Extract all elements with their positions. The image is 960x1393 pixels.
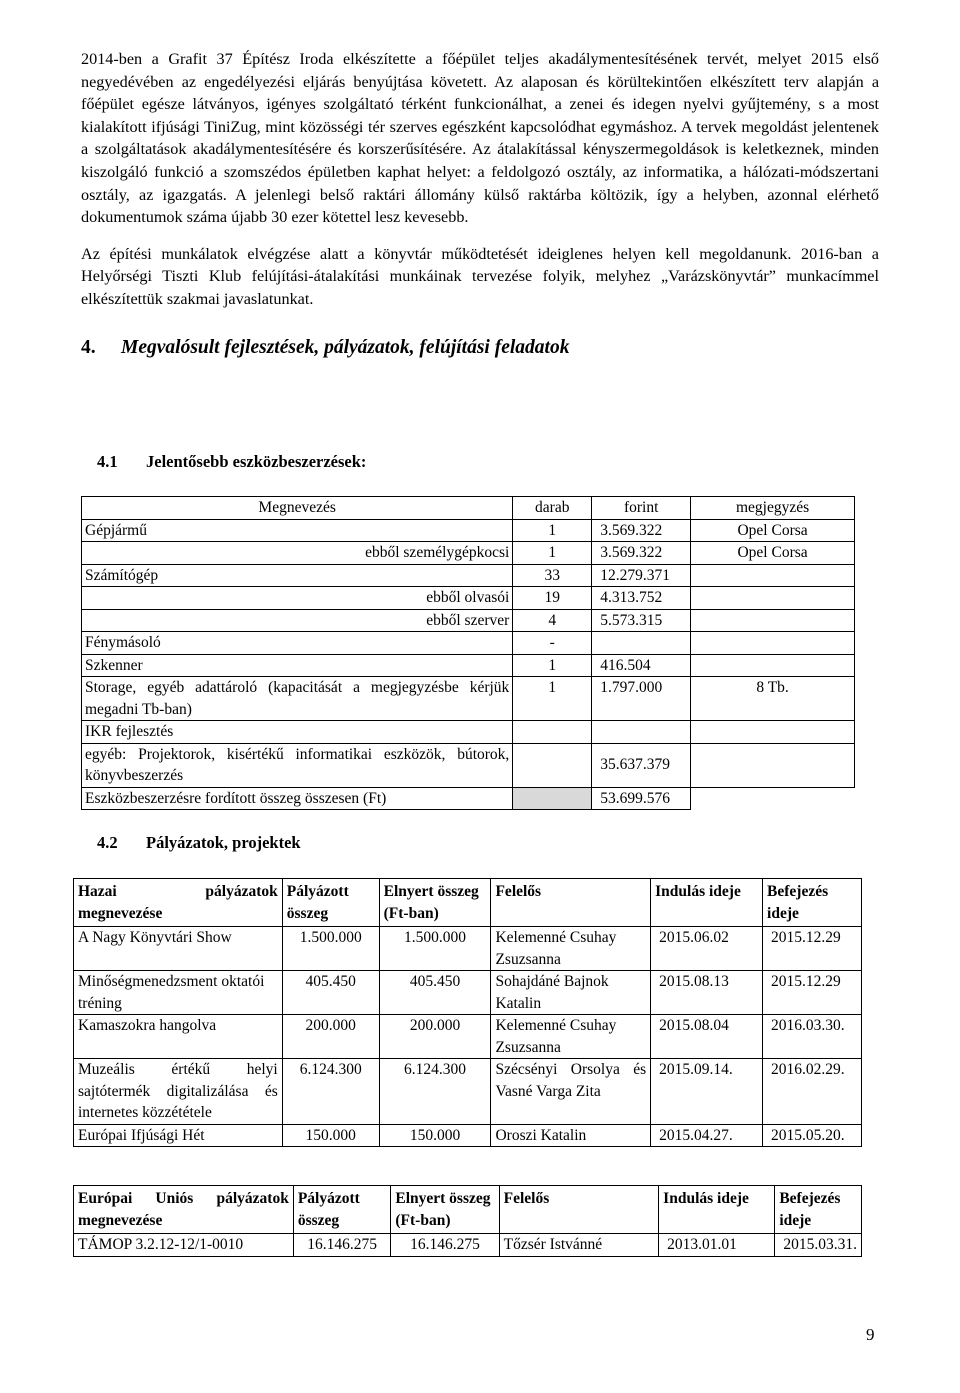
section-4-2-title: Pályázatok, projektek: [146, 833, 301, 852]
cell-end: 2016.03.30.: [763, 1015, 862, 1059]
cell-amount: 35.637.379: [592, 743, 691, 787]
cell-qty: 4: [513, 609, 592, 632]
cell-note: [691, 609, 855, 632]
cell-amount: 3.569.322: [592, 542, 691, 565]
section-4-heading: [81, 335, 879, 361]
cell-qty: 1: [513, 677, 592, 721]
cell-responsible: Oroszi Katalin: [491, 1124, 651, 1147]
table-header-row: [74, 1186, 862, 1234]
table-row: [82, 542, 855, 565]
cell-qty: [513, 787, 592, 810]
header-end: Befejezés ideje: [763, 879, 862, 927]
cell-name: egyéb: Projektorok, kisértékű informatikai eszközök, bútorok, könyvbeszerzés: [82, 743, 513, 787]
section-4-number: 4.: [81, 336, 96, 358]
cell-requested: 200.000: [282, 1015, 379, 1059]
cell-total-label: Eszközbeszerzésre fordított összeg összesen (Ft): [82, 787, 513, 810]
section-4-1-heading: [97, 451, 366, 473]
cell-start: 2013.01.01: [659, 1234, 775, 1257]
cell-note: [691, 587, 855, 610]
cell-won: 16.146.275: [391, 1234, 499, 1257]
cell-note: [691, 632, 855, 655]
cell-name: Gépjármű: [82, 519, 513, 542]
cell-qty: [513, 721, 592, 744]
cell-name: Számítógép: [82, 564, 513, 587]
cell-qty: 1: [513, 542, 592, 565]
header-responsible: Felelős: [491, 879, 651, 927]
page-number: 9: [866, 1325, 875, 1344]
header-won: Elnyert összeg (Ft-ban): [379, 879, 491, 927]
cell-note: [691, 654, 855, 677]
table-row: [82, 519, 855, 542]
cell-won: 405.450: [379, 971, 491, 1015]
section-4-1-number: 4.1: [97, 452, 118, 471]
cell-grant-name: Minőségmenedzsment oktatói tréning: [74, 971, 283, 1015]
equipment-table: [81, 496, 855, 810]
cell-name: ebből szerver: [82, 609, 513, 632]
domestic-grants-table: [73, 878, 862, 1147]
cell-amount: 1.797.000: [592, 677, 691, 721]
section-4-title: Megvalósult fejlesztések, pályázatok, felújítási feladatok: [121, 336, 570, 358]
header-start: Indulás ideje: [651, 879, 763, 927]
table-row: [82, 632, 855, 655]
header-won: Elnyert összeg (Ft-ban): [391, 1186, 499, 1234]
cell-won: 1.500.000: [379, 927, 491, 971]
cell-end: 2015.05.20.: [763, 1124, 862, 1147]
cell-note: Opel Corsa: [691, 519, 855, 542]
section-4-2-heading: [97, 832, 301, 854]
table-row: [74, 971, 862, 1015]
cell-won: 200.000: [379, 1015, 491, 1059]
section-4-2-number: 4.2: [97, 833, 118, 852]
paragraph-1: 2014-ben a Grafit 37 Építész Iroda elkészítette a főépület teljes akadálymentesítésének tervét, melyet 2015 első negyedévében az engedélyezési eljárás benyújtása követett. Az alaposan és körültekintően elkészített terv alapján a főépület egésze látványos, igényes szolgáltató térként funkcionálhat, a zenei és idegen nyelvi gyűjtemény, s a most kialakított ifjúsági TiniZug, mint közösségi tér szerves egészként kapcsolódhat egymáshoz. A tervek megoldást jelentenek a szolgáltatások akadálymentesítésére és korszerűsítésére. Az átalakítással kényszermegoldások is keletkeznek, minden kiszolgáló funkció a szomszédos épületben kaphat helyet: a feldolgozó osztály, az informatika, a hálózati-módszertani osztály, az igazgatás. A jelenlegi belső raktári állomány külső raktárba költözik, így a helyben, azonnal elérhető dokumentumok száma újabb 30 ezer kötettel lesz kevesebb.: [81, 50, 879, 227]
cell-responsible: Kelemenné Csuhay Zsuzsanna: [491, 927, 651, 971]
table-row: [82, 564, 855, 587]
cell-requested: 6.124.300: [282, 1059, 379, 1125]
table-row: [74, 1124, 862, 1147]
cell-qty: 1: [513, 654, 592, 677]
cell-qty: 33: [513, 564, 592, 587]
cell-start: 2015.08.13: [651, 971, 763, 1015]
header-end: Befejezés ideje: [775, 1186, 862, 1234]
cell-end: 2015.03.31.: [775, 1234, 862, 1257]
cell-grant-name: A Nagy Könyvtári Show: [74, 927, 283, 971]
table-row: [82, 743, 855, 787]
cell-amount: 4.313.752: [592, 587, 691, 610]
cell-note: [691, 743, 855, 787]
table-row: [74, 927, 862, 971]
cell-responsible: Sohajdáné Bajnok Katalin: [491, 971, 651, 1015]
cell-qty: [513, 743, 592, 787]
table-row: [74, 1234, 862, 1257]
cell-end: 2015.12.29: [763, 971, 862, 1015]
table-row: [74, 1059, 862, 1125]
table-total-row: [82, 787, 855, 810]
cell-start: 2015.04.27.: [651, 1124, 763, 1147]
table-header-row: [82, 497, 855, 520]
cell-amount: 5.573.315: [592, 609, 691, 632]
cell-name: ebből olvasói: [82, 587, 513, 610]
section-4-1-title: Jelentősebb eszközbeszerzések:: [146, 452, 367, 471]
document-page: [78, 48, 879, 1253]
cell-start: 2015.06.02: [651, 927, 763, 971]
header-qty: darab: [513, 497, 592, 520]
cell-requested: 150.000: [282, 1124, 379, 1147]
cell-requested: 16.146.275: [293, 1234, 391, 1257]
header-grant-name: Európai Uniós pályázatok megnevezése: [74, 1186, 294, 1234]
cell-qty: 19: [513, 587, 592, 610]
cell-name: IKR fejlesztés: [82, 721, 513, 744]
cell-amount: [592, 632, 691, 655]
cell-name: Szkenner: [82, 654, 513, 677]
cell-name: Storage, egyéb adattároló (kapacitását a megjegyzésbe kérjük megadni Tb-ban): [82, 677, 513, 721]
header-grant-name: Hazai pályázatok megnevezése: [74, 879, 283, 927]
cell-requested: 1.500.000: [282, 927, 379, 971]
cell-grant-name: Kamaszokra hangolva: [74, 1015, 283, 1059]
table-row: [82, 677, 855, 721]
cell-requested: 405.450: [282, 971, 379, 1015]
header-requested: Pályázott összeg: [293, 1186, 391, 1234]
eu-grants-table: [73, 1185, 862, 1257]
cell-amount: 12.279.371: [592, 564, 691, 587]
table-row: [74, 1015, 862, 1059]
cell-end: 2016.02.29.: [763, 1059, 862, 1125]
table-header-row: [74, 879, 862, 927]
paragraph-2: Az építési munkálatok elvégzése alatt a könyvtár működtetését ideiglenes helyen kell megoldanunk. 2016-ban a Helyőrségi Tiszti Klub felújítási-átalakítási munkáinak tervezése folyik, melyhez „Varázskönyvtár” munkacímmel elkészítettük szakmai javaslatunkat.: [81, 244, 879, 308]
cell-note: 8 Tb.: [691, 677, 855, 721]
cell-amount: 416.504: [592, 654, 691, 677]
cell-responsible: Kelemenné Csuhay Zsuzsanna: [491, 1015, 651, 1059]
header-responsible: Felelős: [499, 1186, 659, 1234]
cell-start: 2015.08.04: [651, 1015, 763, 1059]
cell-won: 150.000: [379, 1124, 491, 1147]
header-start: Indulás ideje: [659, 1186, 775, 1234]
cell-note: [691, 721, 855, 744]
cell-grant-name: Európai Ifjúsági Hét: [74, 1124, 283, 1147]
cell-name: ebből személygépkocsi: [82, 542, 513, 565]
cell-note: [691, 564, 855, 587]
cell-end: 2015.12.29: [763, 927, 862, 971]
cell-qty: 1: [513, 519, 592, 542]
header-note: megjegyzés: [691, 497, 855, 520]
table-row: [82, 609, 855, 632]
cell-name: Fénymásoló: [82, 632, 513, 655]
cell-responsible: Tőzsér Istvánné: [499, 1234, 659, 1257]
cell-note: [691, 787, 855, 810]
cell-total-amount: 53.699.576: [592, 787, 691, 810]
cell-start: 2015.09.14.: [651, 1059, 763, 1125]
table-row: [82, 721, 855, 744]
cell-amount: 3.569.322: [592, 519, 691, 542]
header-name: Megnevezés: [82, 497, 513, 520]
table-row: [82, 587, 855, 610]
cell-qty: -: [513, 632, 592, 655]
cell-amount: [592, 721, 691, 744]
table-row: [82, 654, 855, 677]
cell-grant-name: Muzeális értékű helyi sajtótermék digitalizálása és internetes közzététele: [74, 1059, 283, 1125]
cell-responsible: Szécsényi Orsolya és Vasné Varga Zita: [491, 1059, 651, 1125]
cell-note: Opel Corsa: [691, 542, 855, 565]
header-requested: Pályázott összeg: [282, 879, 379, 927]
header-amount: forint: [592, 497, 691, 520]
cell-grant-name: TÁMOP 3.2.12-12/1-0010: [74, 1234, 294, 1257]
cell-won: 6.124.300: [379, 1059, 491, 1125]
